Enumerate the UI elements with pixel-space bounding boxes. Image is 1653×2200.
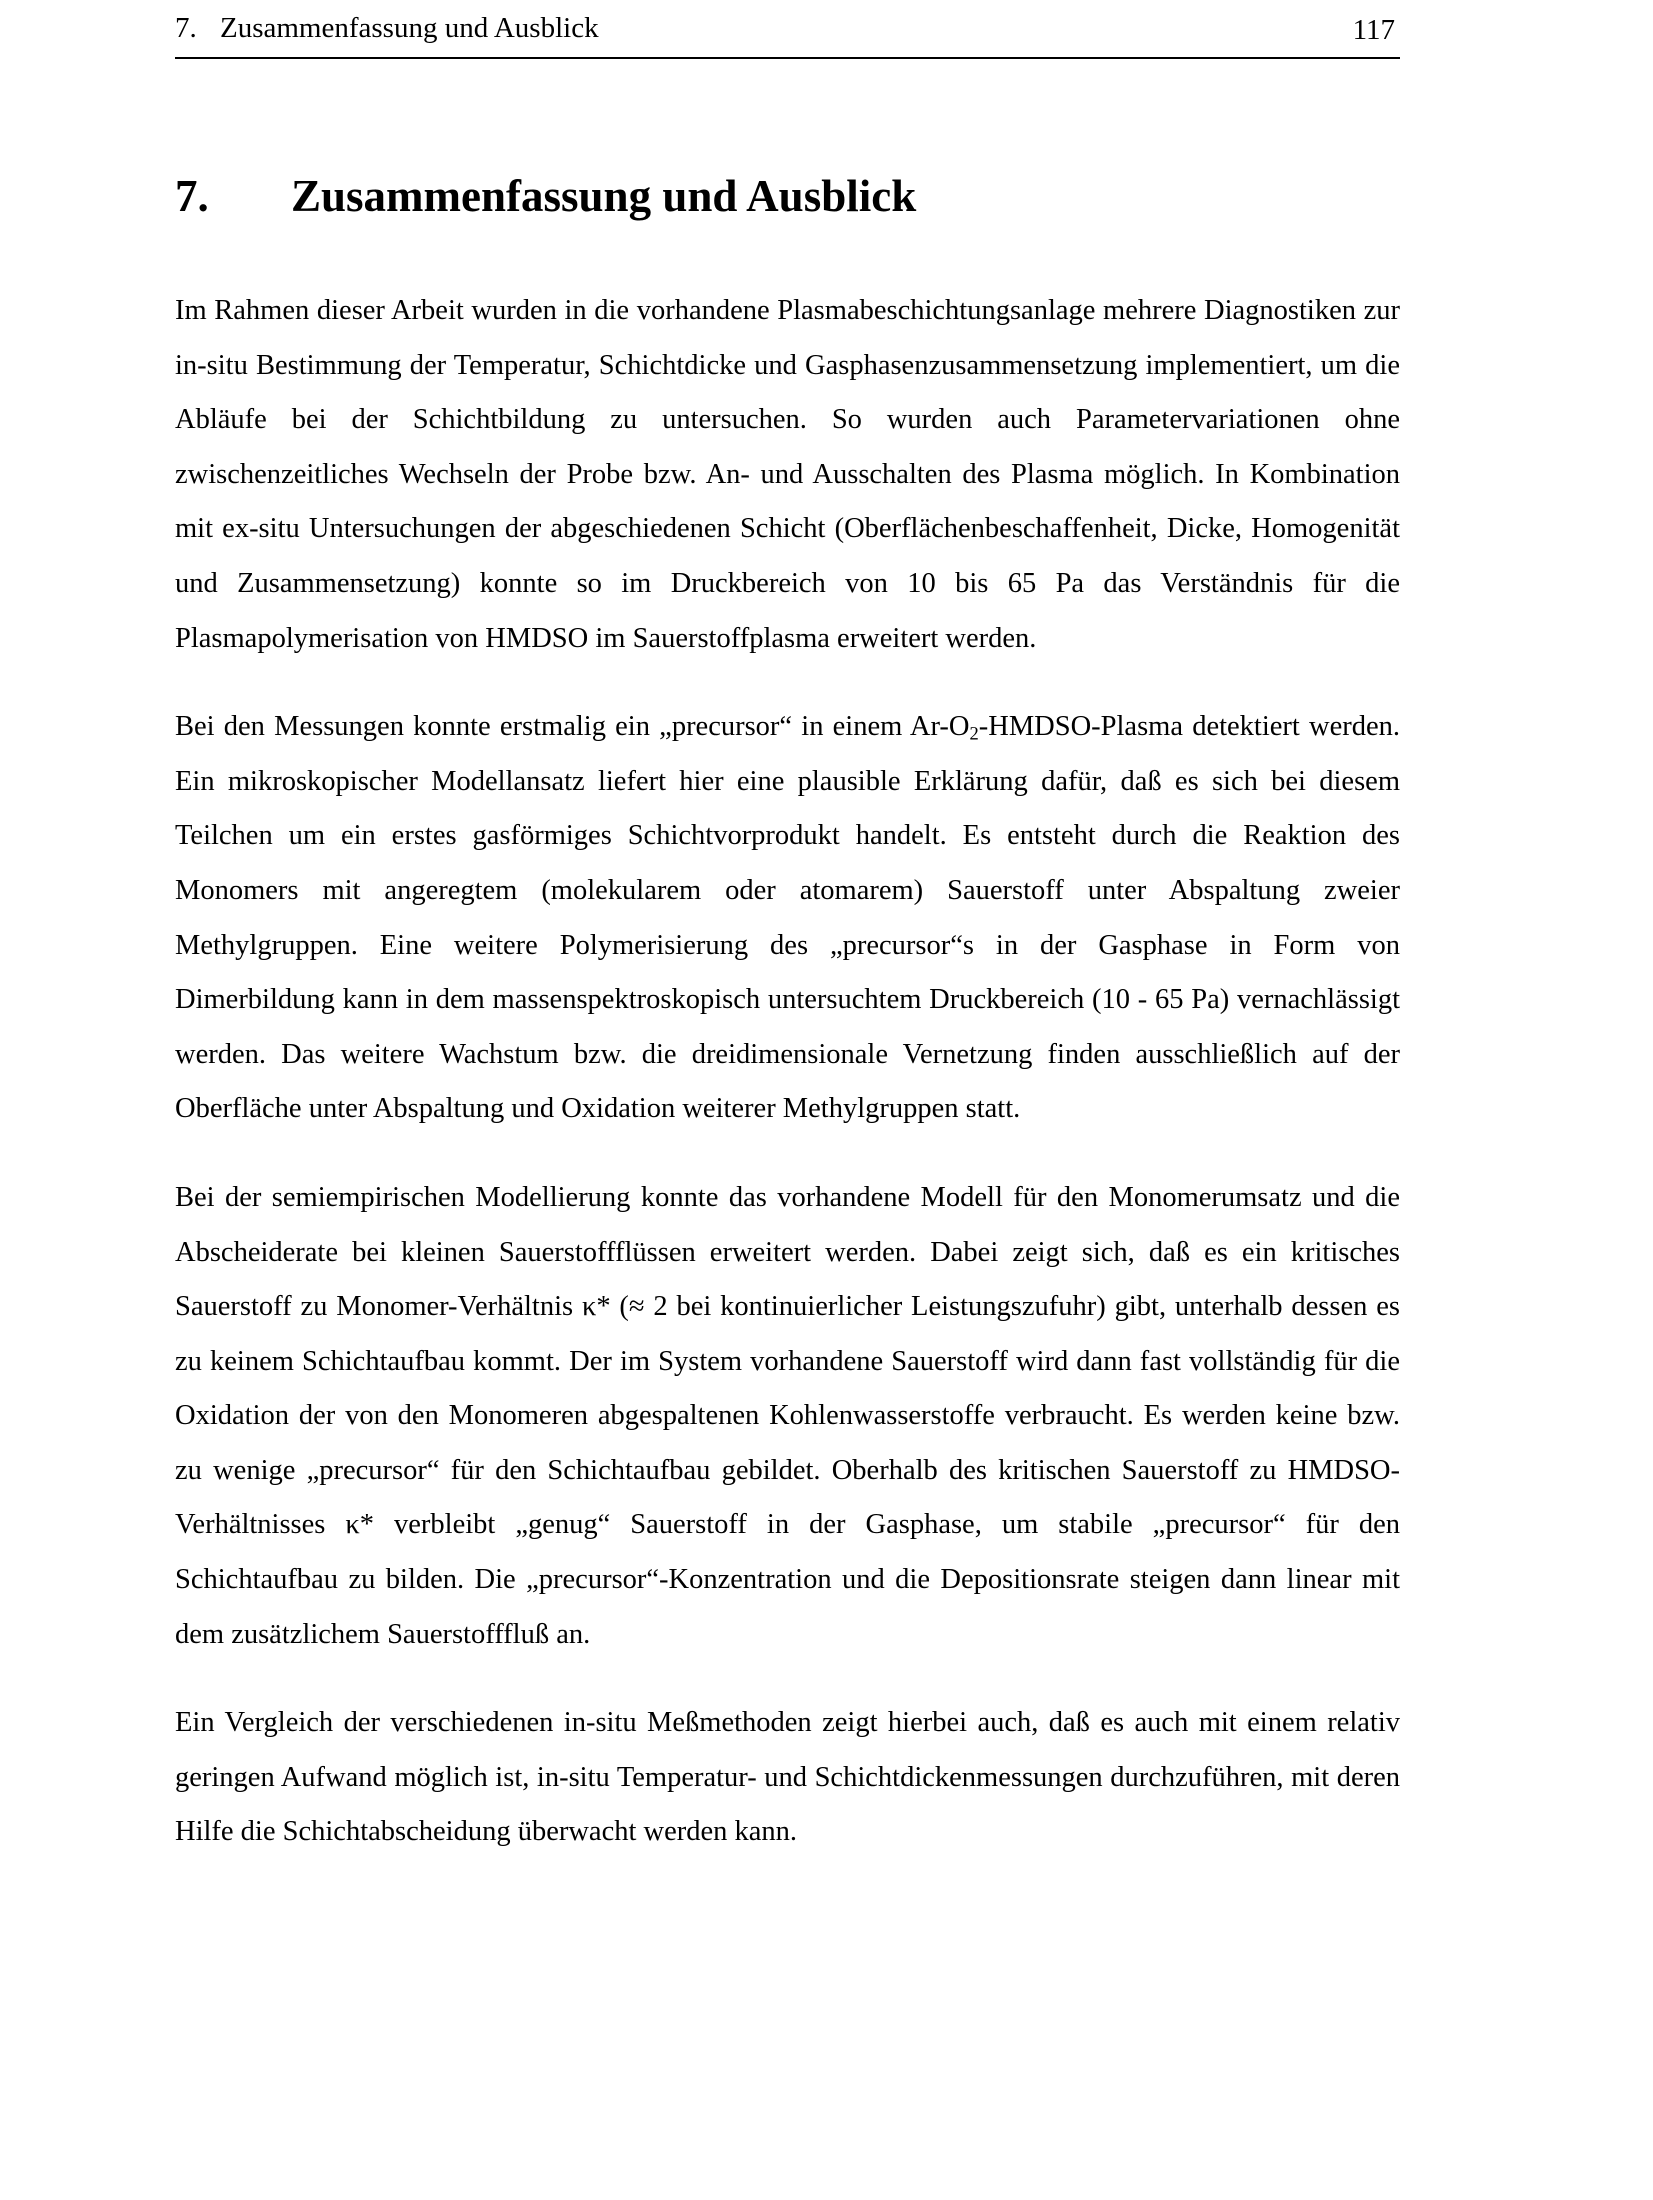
subscript-2: 2 [969, 723, 979, 745]
paragraph-2-text-a: Bei den Messungen konnte erstmalig ein „precursor“ in einem Ar-O [175, 711, 970, 743]
body-text [175, 284, 1400, 1894]
running-header [175, 6, 1400, 58]
paragraph-1: Im Rahmen dieser Arbeit wurden in die vorhandene Plasmabeschichtungsanlage mehrere Diagnostiken zur in-situ Bestimmung der Temperatur, Schichtdicke und Gasphasenzusammensetzung implementiert, um die Abläufe bei der Schichtbildung zu untersuchen. So wurden auch Parametervariationen ohne zwischenzeitliches Wechseln der Probe bzw. An- und Ausschalten des Plasma möglich. In Kombination mit ex-situ Untersuchungen der abgeschiedenen Schicht (Oberflächenbeschaffenheit, Dicke, Homogenität und Zusammensetzung) konnte so im Druckbereich von 10 bis 65 Pa das Verständnis für die Plasmapolymerisation von HMDSO im Sauerstoffplasma erweitert werden. [175, 295, 1400, 654]
running-header-chapter-number: 7. [175, 12, 197, 44]
paragraph-4: Ein Vergleich der verschiedenen in-situ Meßmethoden zeigt hierbei auch, daß es auch mit einem relativ geringen Aufwand möglich ist, in-situ Temperatur- und Schichtdickenmessungen durchzuführen, mit deren Hilfe die Schichtabscheidung überwacht werden kann. [175, 1707, 1400, 1848]
header-divider [175, 57, 1400, 59]
page-number: 117 [1352, 14, 1395, 46]
chapter-heading-title: Zusammenfassung und Ausblick [291, 171, 917, 221]
running-header-title [175, 10, 599, 46]
running-header-chapter-title: Zusammenfassung und Ausblick [220, 12, 599, 44]
paragraph-3: Bei der semiempirischen Modellierung konnte das vorhandene Modell für den Monomerumsatz und die Abscheiderate bei kleinen Sauerstoffflüssen erweitert werden. Dabei zeigt sich, daß es ein kritisches Sauerstoff zu Monomer-Verhältnis κ* (≈ 2 bei kontinuierlicher Leistungszufuhr) gibt, unterhalb dessen es zu keinem Schichtaufbau kommt. Der im System vorhandene Sauerstoff wird dann fast vollständig für die Oxidation der von den Monomeren abgespaltenen Kohlenwasserstoffe verbraucht. Es werden keine bzw. zu wenige „precursor“ für den Schichtaufbau gebildet. Oberhalb des kritischen Sauerstoff zu HMDSO-Verhältnisses κ* verbleibt „genug“ Sauerstoff in der Gasphase, um stabile „precursor“ für den Schichtaufbau zu bilden. Die „precursor“-Konzentration und die Depositionsrate steigen dann linear mit dem zusätzlichem Sauerstofffluß an. [175, 1181, 1400, 1650]
chapter-heading-number: 7. [175, 171, 209, 221]
chapter-heading [175, 166, 916, 226]
paragraph-2 [175, 700, 1400, 1137]
paragraph-2-text-b: -HMDSO-Plasma detektiert werden. Ein mikroskopischer Modellansatz liefert hier eine plausible Erklärung dafür, daß es sich bei diesem Teilchen um ein erstes gasförmiges Schichtvorprodukt handelt. Es entsteht durch die Reaktion des Monomers mit angeregtem (molekularem oder atomarem) Sauerstoff unter Abspaltung zweier Methylgruppen. Eine weitere Polymerisierung des „precursor“s in der Gasphase in Form von Dimerbildung kann in dem massenspektroskopisch untersuchtem Druckbereich (10 - 65 Pa) vernachlässigt werden. Das weitere Wachstum bzw. die dreidimensionale Vernetzung finden ausschließlich auf der Oberfläche unter Abspaltung und Oxidation weiterer Methylgruppen statt. [175, 711, 1400, 1125]
